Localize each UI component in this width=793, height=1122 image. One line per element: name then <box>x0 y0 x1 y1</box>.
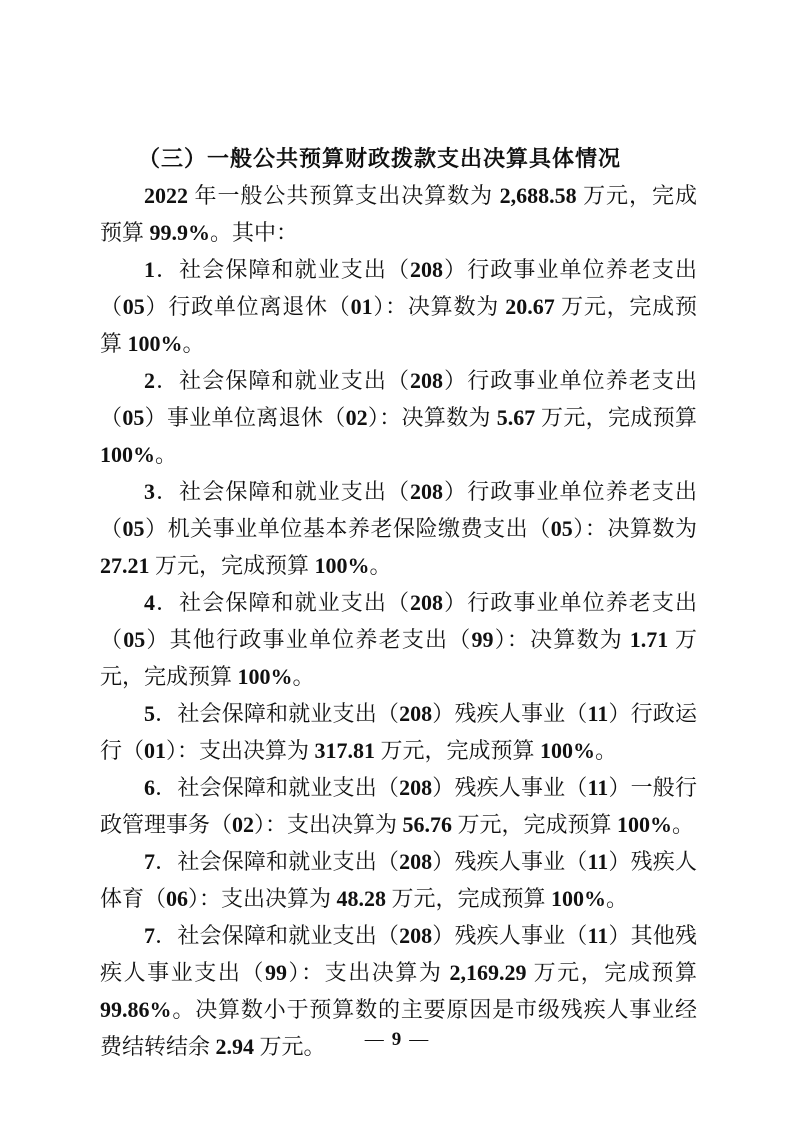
bold-number-run: 208 <box>410 257 444 282</box>
text-run: ）残疾人事业（ <box>432 775 588 800</box>
text-run: ）行政事业单位养老支出（ <box>100 479 697 541</box>
text-run: ）残疾人体育（ <box>100 849 697 911</box>
paragraph <box>100 695 697 769</box>
text-run: 。 <box>155 442 178 467</box>
text-run: ．社会保障和就业支出（ <box>155 849 400 874</box>
bold-number-run: 99.9% <box>149 220 211 245</box>
bold-number-run: 1 <box>144 257 155 282</box>
text-run: 。 <box>595 738 618 763</box>
text-run: 万元，完成预算 <box>100 627 697 689</box>
bold-number-run: 11 <box>587 775 609 800</box>
text-run: ）行政单位离退休（ <box>144 294 351 319</box>
bold-number-run: 100% <box>314 553 370 578</box>
text-run: 。 <box>292 664 315 689</box>
bold-number-run: 11 <box>587 923 609 948</box>
bold-number-run: 208 <box>399 775 433 800</box>
text-run: ）：支出决算为 <box>188 886 337 911</box>
bold-number-run: 208 <box>410 590 444 615</box>
paragraph <box>100 843 697 917</box>
text-run: ）其他残疾人事业支出（ <box>100 923 697 985</box>
bold-number-run: 208 <box>399 701 433 726</box>
bold-number-run: 05 <box>122 405 145 430</box>
text-run: 。决算数小于预算数的主要原因是市级残疾人事业经费结转结余 <box>100 997 697 1059</box>
bold-number-run: 317.81 <box>314 738 376 763</box>
text-run: 万元，完成预算 <box>452 812 618 837</box>
bold-number-run: 05 <box>550 516 573 541</box>
text-run: 年一般公共预算支出决算数为 <box>188 183 500 208</box>
text-run: 万元，完成预算 <box>100 183 697 245</box>
bold-number-run: 208 <box>410 368 444 393</box>
bold-number-run: 05 <box>122 294 145 319</box>
bold-number-run: 20.67 <box>505 294 555 319</box>
bold-number-run: 7 <box>144 923 155 948</box>
bold-number-run: 27.21 <box>100 553 150 578</box>
paragraph <box>100 362 697 473</box>
text-run: 万元，完成预算 <box>535 405 697 430</box>
text-run: 。 <box>182 331 205 356</box>
bold-number-run: 100% <box>100 442 155 467</box>
text-run: ）行政事业单位养老支出（ <box>100 368 697 430</box>
text-run: 。 <box>606 886 629 911</box>
bold-number-run: 4 <box>144 590 155 615</box>
text-run: ）：决算数为 <box>493 627 630 652</box>
text-run: ．社会保障和就业支出（ <box>155 775 400 800</box>
text-run: ）：支出决算为 <box>166 738 315 763</box>
bold-number-run: 56.76 <box>402 812 453 837</box>
bold-number-run: 11 <box>587 849 609 874</box>
bold-number-run: 02 <box>345 405 368 430</box>
paragraph <box>100 473 697 584</box>
bold-number-run: 100% <box>237 664 293 689</box>
text-run: 万元，完成预算 <box>100 294 697 356</box>
bold-number-run: 06 <box>166 886 189 911</box>
text-run: 。其中： <box>210 220 299 245</box>
paragraph-list <box>100 177 697 1065</box>
bold-number-run: 5 <box>144 701 155 726</box>
text-run: 万元，完成预算 <box>149 553 315 578</box>
text-run: ）机关事业单位基本养老保险缴费支出（ <box>144 516 551 541</box>
bold-number-run: 208 <box>410 479 444 504</box>
bold-number-run: 02 <box>232 812 255 837</box>
footer-dash-left: — <box>364 1029 384 1050</box>
paragraph <box>100 251 697 362</box>
bold-number-run: 05 <box>122 516 145 541</box>
text-run: 万元。 <box>254 1034 326 1059</box>
bold-number-run: 01 <box>350 294 373 319</box>
paragraph <box>100 584 697 695</box>
page-footer <box>0 1028 793 1052</box>
text-run: ）行政运行（ <box>100 701 697 763</box>
text-run: 。 <box>369 553 392 578</box>
bold-number-run: 2,688.58 <box>499 183 577 208</box>
text-run: ．社会保障和就业支出（ <box>155 701 400 726</box>
bold-number-run: 11 <box>587 701 609 726</box>
text-run: ．社会保障和就业支出（ <box>155 257 411 282</box>
bold-number-run: 2 <box>144 368 155 393</box>
text-run: ）事业单位离退休（ <box>144 405 346 430</box>
bold-number-run: 99.86% <box>100 997 172 1022</box>
bold-number-run: 208 <box>399 849 433 874</box>
section-heading: （三）一般公共预算财政拨款支出决算具体情况 <box>138 146 622 171</box>
text-run: ．社会保障和就业支出（ <box>155 923 400 948</box>
bold-number-run: 100% <box>540 738 596 763</box>
text-run: ）：支出决算为 <box>286 960 450 985</box>
bold-number-run: 05 <box>123 627 146 652</box>
bold-number-run: 208 <box>399 923 433 948</box>
bold-number-run: 1.71 <box>629 627 669 652</box>
text-run: ）其他行政事业单位养老支出（ <box>145 627 472 652</box>
bold-number-run: 6 <box>144 775 155 800</box>
bold-number-run: 01 <box>144 738 167 763</box>
text-run: ）：支出决算为 <box>254 812 403 837</box>
bold-number-run: 99 <box>264 960 287 985</box>
text-run: 万元，完成预算 <box>375 738 541 763</box>
text-run: ）：决算数为 <box>367 405 497 430</box>
text-run: ．社会保障和就业支出（ <box>155 368 411 393</box>
text-run: ）行政事业单位养老支出（ <box>100 257 697 319</box>
bold-number-run: 100% <box>551 886 607 911</box>
document-body <box>100 140 697 1065</box>
bold-number-run: 2,169.29 <box>449 960 527 985</box>
text-run: ）残疾人事业（ <box>432 923 588 948</box>
text-run: ）一般行政管理事务（ <box>100 775 697 837</box>
bold-number-run: 2.94 <box>215 1034 255 1059</box>
text-run: 。 <box>672 812 695 837</box>
bold-number-run: 100% <box>127 331 183 356</box>
footer-dash-right: — <box>409 1029 429 1050</box>
text-run: ）残疾人事业（ <box>432 701 588 726</box>
text-run: 万元，完成预算 <box>526 960 697 985</box>
text-run: ）残疾人事业（ <box>432 849 588 874</box>
text-run: ）：决算数为 <box>372 294 506 319</box>
paragraph <box>100 769 697 843</box>
paragraph <box>100 177 697 251</box>
bold-number-run: 99 <box>471 627 494 652</box>
text-run: 万元，完成预算 <box>386 886 552 911</box>
text-run: ）：决算数为 <box>572 516 697 541</box>
bold-number-run: 2022 <box>144 183 188 208</box>
bold-number-run: 3 <box>144 479 155 504</box>
text-run: ．社会保障和就业支出（ <box>155 479 411 504</box>
bold-number-run: 7 <box>144 849 155 874</box>
text-run: ）行政事业单位养老支出（ <box>100 590 697 652</box>
text-run: ．社会保障和就业支出（ <box>155 590 411 615</box>
bold-number-run: 5.67 <box>496 405 536 430</box>
page-number: 9 <box>391 1029 402 1050</box>
bold-number-run: 48.28 <box>336 886 387 911</box>
bold-number-run: 100% <box>617 812 673 837</box>
